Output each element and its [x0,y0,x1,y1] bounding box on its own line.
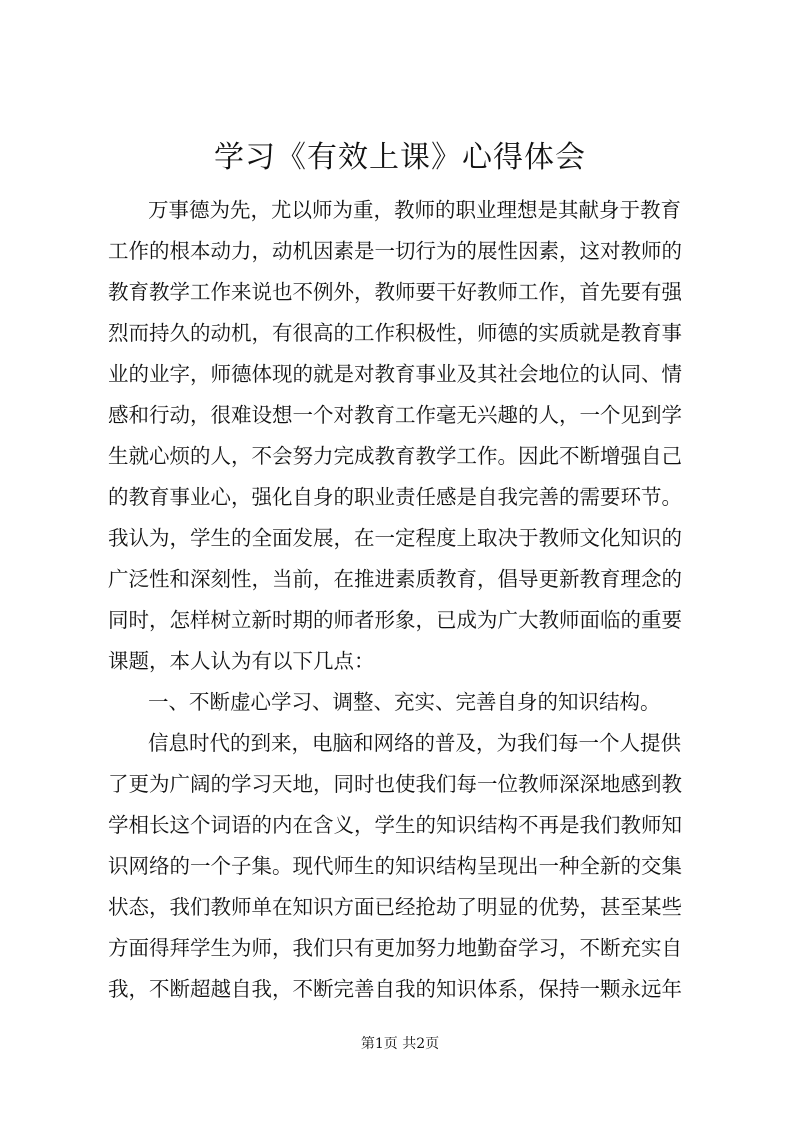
body-line: 我认为，学生的全面发展，在一定程度上取决于教师文化知识的 [108,526,682,550]
body-line: 教育教学工作来说也不例外，教师要干好教师工作，首先要有强 [108,280,682,304]
body-line: 学相长这个词语的内在含义，学生的知识结构不再是我们教师知 [108,813,682,837]
body-line: 识网络的一个子集。现代师生的知识结构呈现出一种全新的交集 [108,854,682,878]
body-line: 我，不断超越自我，不断完善自我的知识体系，保持一颗永远年 [108,977,682,1001]
body-line: 万事德为先，尤以师为重，教师的职业理想是其献身于教育 [148,198,681,222]
body-line: 信息时代的到来，电脑和网络的普及，为我们每一个人提供 [148,731,681,755]
body-line: 生就心烦的人，不会努力完成教育教学工作。因此不断增强自己 [108,444,682,468]
body-line: 烈而持久的动机，有很高的工作积极性，师德的实质就是教育事 [108,321,682,345]
body-line: 业的业字，师德体现的就是对教育事业及其社会地位的认同、情 [108,362,682,386]
document-title: 学习《有效上课》心得体会 [214,140,586,175]
body-line: 的教育事业心，强化自身的职业责任感是自我完善的需要环节。 [108,485,682,509]
body-line: 状态，我们教师单在知识方面已经抢劫了明显的优势，甚至某些 [108,895,682,919]
body-line: 一、不断虚心学习、调整、充实、完善自身的知识结构。 [148,690,661,714]
document-body [108,190,708,1010]
page-footer: 第1页 共2页 [360,1036,440,1052]
body-line: 工作的根本动力，动机因素是一切行为的展性因素，这对教师的 [108,239,682,263]
body-line: 同时，怎样树立新时期的师者形象，已成为广大教师面临的重要 [108,608,682,632]
body-line: 方面得拜学生为师，我们只有更加努力地勤奋学习，不断充实自 [108,936,682,960]
body-line: 感和行动，很难设想一个对教育工作毫无兴趣的人，一个见到学 [108,403,682,427]
body-line: 广泛性和深刻性，当前，在推进素质教育，倡导更新教育理念的 [108,567,682,591]
body-line: 了更为广阔的学习天地，同时也使我们每一位教师深深地感到教 [108,772,682,796]
body-line: 课题，本人认为有以下几点： [108,649,375,673]
